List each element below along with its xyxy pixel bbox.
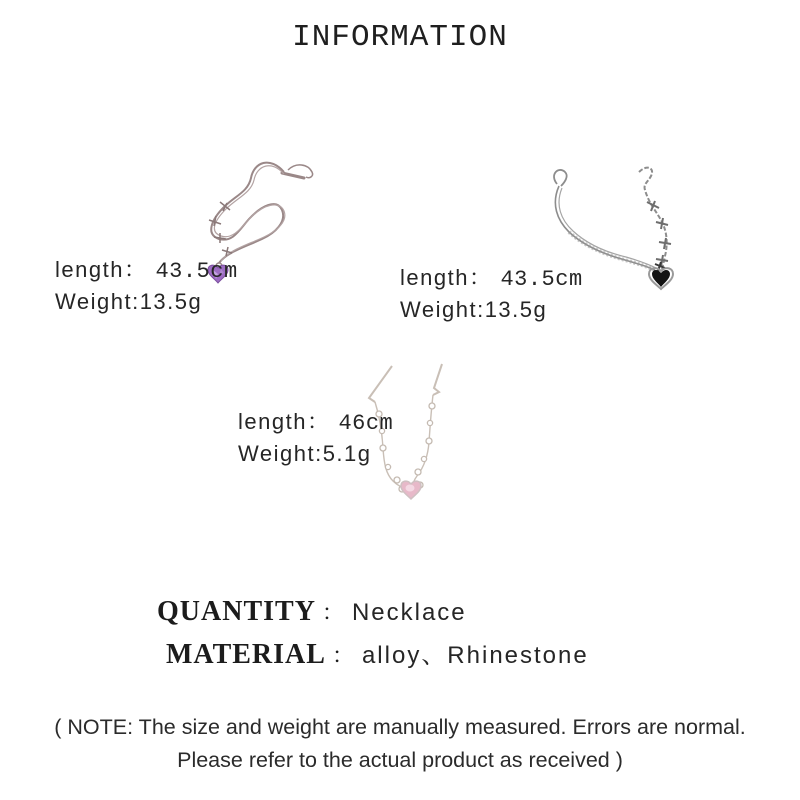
note-line-1: ( NOTE: The size and weight are manually measured. Errors are normal.	[54, 715, 746, 739]
weight-line	[400, 295, 583, 325]
length-label: length：	[238, 409, 331, 434]
length-value: 46cm	[338, 411, 394, 436]
measurement-note	[0, 711, 800, 777]
weight-value: 13.5g	[484, 297, 548, 322]
spec-block-black-necklace	[400, 263, 583, 325]
weight-line	[55, 287, 238, 317]
weight-value: 5.1g	[322, 441, 372, 466]
quantity-separator: ：	[321, 600, 344, 625]
cross-charms	[647, 201, 671, 266]
quantity-label: QUANTITY	[157, 596, 316, 627]
weight-label: Weight:	[238, 441, 323, 466]
page-title: INFORMATION	[292, 20, 508, 55]
spec-block-pink-necklace	[238, 407, 393, 469]
weight-label: Weight:	[400, 297, 485, 322]
material-value: alloy、Rhinestone	[361, 642, 589, 669]
length-line	[400, 263, 583, 295]
length-label: length：	[400, 265, 493, 290]
material-separator: ：	[331, 643, 354, 668]
weight-line	[238, 439, 393, 469]
note-line-2: Please refer to the actual product as received )	[177, 748, 623, 772]
spec-block-purple-necklace	[55, 255, 238, 317]
length-value: 43.5cm	[500, 267, 583, 292]
attribute-row-quantity	[157, 596, 467, 628]
length-label: length：	[55, 257, 148, 282]
material-label: MATERIAL	[166, 639, 326, 670]
weight-value: 13.5g	[139, 289, 203, 314]
weight-label: Weight:	[55, 289, 140, 314]
length-line	[238, 407, 393, 439]
black-heart-pendant	[649, 268, 673, 289]
length-value: 43.5cm	[155, 259, 238, 284]
length-line	[55, 255, 238, 287]
pink-heart-pendant	[401, 481, 421, 499]
attribute-row-material	[166, 635, 589, 671]
quantity-value: Necklace	[351, 599, 467, 626]
